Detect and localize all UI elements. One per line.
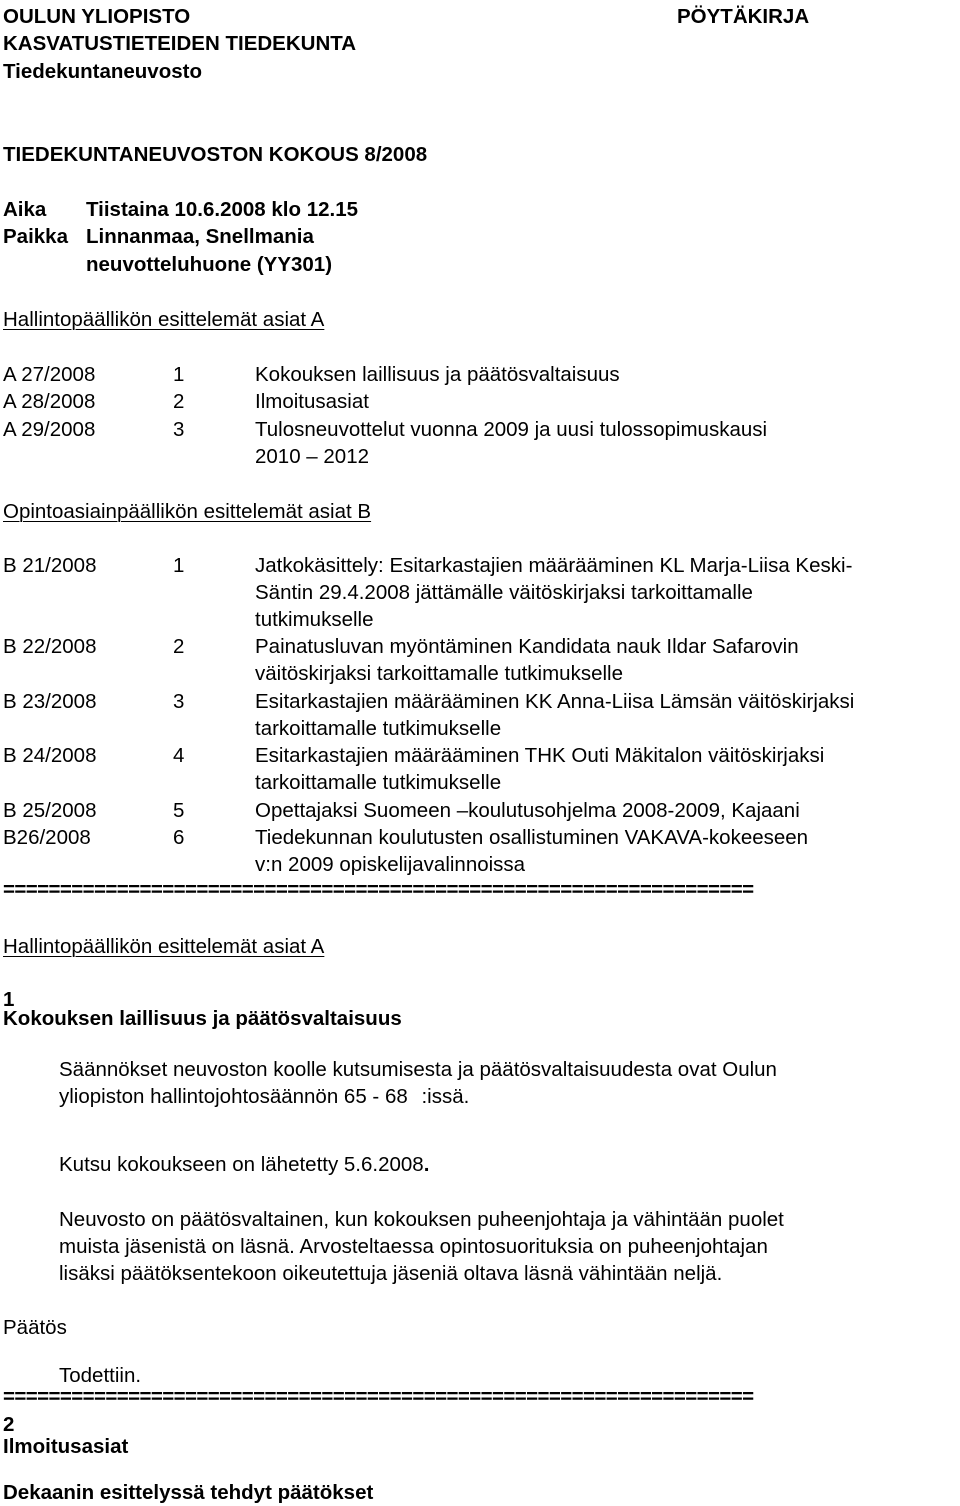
document-type: PÖYTÄKIRJA: [677, 5, 810, 28]
item-code: A 29/2008: [3, 418, 96, 441]
paragraph-3-line1: Neuvosto on päätösvaltainen, kun kokouksen puheenjohtaja ja vähintään puolet: [59, 1208, 784, 1231]
item-code: B26/2008: [3, 826, 91, 849]
item-1-title: Kokouksen laillisuus ja päätösvaltaisuus: [3, 1007, 402, 1030]
item-code: A 27/2008: [3, 363, 96, 386]
meeting-title: TIEDEKUNTANEUVOSTON KOKOUS 8/2008: [3, 143, 428, 166]
university-name: OULUN YLIOPISTO: [3, 5, 191, 28]
item-title: Kokouksen laillisuus ja päätösvaltaisuus: [255, 363, 620, 386]
item-title: Tulosneuvottelut vuonna 2009 ja uusi tulossopimuskausi: [255, 418, 768, 441]
item-title-cont: v:n 2009 opiskelijavalinnoissa: [255, 853, 526, 876]
decision-text: Todettiin.: [59, 1364, 142, 1387]
item-code: B 24/2008: [3, 744, 97, 767]
item-number: 2: [173, 635, 185, 658]
item-title-post: koulutusohjelma 2008-2009, Kajaani: [468, 799, 800, 822]
item-title: Ilmoitusasiat: [255, 390, 369, 413]
agenda-item-a28: [3, 388, 958, 415]
paragraph-1-line2: [59, 1083, 469, 1110]
paragraph-1-line1: Säännökset neuvoston koolle kutsumisesta ja päätösvaltaisuudesta ovat Oulun: [59, 1058, 777, 1081]
agenda-item-b22: [3, 633, 958, 687]
item-title-cont: tarkoittamalle tutkimukselle: [255, 717, 502, 740]
separator-line: ==================================================================: [3, 878, 754, 901]
agenda-item-b24: [3, 742, 958, 796]
faculty-name: KASVATUSTIETEIDEN TIEDEKUNTA: [3, 32, 357, 55]
paragraph-1-line2-pre: yliopiston hallintojohtosäännön 65 - 68: [59, 1085, 414, 1108]
section-b-heading: Opintoasiainpäällikön esittelemät asiat B: [3, 500, 372, 523]
place-value-line1: Linnanmaa, Snellmania: [86, 225, 314, 248]
separator-line-2: ==================================================================: [3, 1385, 754, 1408]
item-number: 2: [173, 390, 185, 413]
section-a-heading: Hallintopäällikön esittelemät asiat A: [3, 308, 325, 331]
agenda-item-b26: [3, 824, 958, 878]
item-code: B 22/2008: [3, 635, 97, 658]
item-code: B 23/2008: [3, 690, 97, 713]
item-number: 1: [173, 363, 185, 386]
item-title-cont: Säntin 29.4.2008 jättämälle väitöskirjaksi tarkoittamalle: [255, 581, 753, 604]
item-title: Esitarkastajien määrääminen KK Anna-Liisa Lämsän väitöskirjaksi: [255, 690, 855, 713]
item-title: Esitarkastajien määrääminen THK Outi Mäkitalon väitöskirjaksi: [255, 744, 825, 767]
item-1-number: 1: [3, 988, 15, 1011]
time-value: Tiistaina 10.6.2008 klo 12.15: [86, 198, 358, 221]
item-title-cont2: tutkimukselle: [255, 608, 374, 631]
item-title: [255, 797, 960, 824]
item-code: B 21/2008: [3, 554, 97, 577]
place-value-line2: neuvotteluhuone (YY301): [86, 253, 333, 276]
item-code: A 28/2008: [3, 390, 96, 413]
time-label: Aika: [3, 198, 47, 221]
paragraph-2-text: Kutsu kokoukseen on lähetetty 5.6.2008: [59, 1153, 424, 1176]
agenda-item-a27: [3, 361, 958, 388]
agenda-item-b23: [3, 688, 958, 742]
item-title: Painatusluvan myöntäminen Kandidata nauk Ildar Safarovin: [255, 635, 799, 658]
item-number: 1: [173, 554, 185, 577]
item-code: B 25/2008: [3, 799, 97, 822]
decision-label: Päätös: [3, 1316, 67, 1339]
paragraph-1-line2-post: :issä.: [421, 1085, 470, 1108]
paragraph-2: [59, 1151, 429, 1178]
item-number: 5: [173, 799, 185, 822]
item-title-cont: 2010 – 2012: [255, 445, 370, 468]
paragraph-2-end: .: [423, 1153, 430, 1176]
item-title-pre: Opettajaksi Suomeen: [255, 799, 457, 822]
place-label: Paikka: [3, 225, 68, 248]
item-2-title: Ilmoitusasiat: [3, 1435, 129, 1458]
item-2-number: 2: [3, 1413, 15, 1436]
item-title-cont: väitöskirjaksi tarkoittamalle tutkimukselle: [255, 662, 623, 685]
body-section-heading: Hallintopäällikön esittelemät asiat A: [3, 935, 325, 958]
paragraph-3-line3: lisäksi päätöksentekoon oikeutettuja jäseniä oltava läsnä vähintään neljä.: [59, 1262, 723, 1285]
item-number: 6: [173, 826, 185, 849]
agenda-item-a29: [3, 416, 958, 470]
agenda-item-b25: [3, 797, 958, 824]
item-title: Jatkokäsittely: Esitarkastajien määrääminen KL Marja-Liisa Keski-: [255, 554, 853, 577]
item-number: 4: [173, 744, 185, 767]
agenda-item-b21: [3, 552, 958, 633]
item-title-dash: –: [456, 799, 469, 822]
item-number: 3: [173, 690, 185, 713]
paragraph-3-line2: muista jäsenistä on läsnä. Arvosteltaessa opintosuorituksia on puheenjohtajan: [59, 1235, 768, 1258]
item-title-cont: tarkoittamalle tutkimukselle: [255, 771, 502, 794]
item-number: 3: [173, 418, 185, 441]
section-sign-icon: [413, 1083, 419, 1110]
council-name: Tiedekuntaneuvosto: [3, 60, 202, 83]
item-title: Tiedekunnan koulutusten osallistuminen VAKAVA-kokeeseen: [255, 826, 809, 849]
item-2-subheading: Dekaanin esittelyssä tehdyt päätökset: [3, 1481, 374, 1504]
